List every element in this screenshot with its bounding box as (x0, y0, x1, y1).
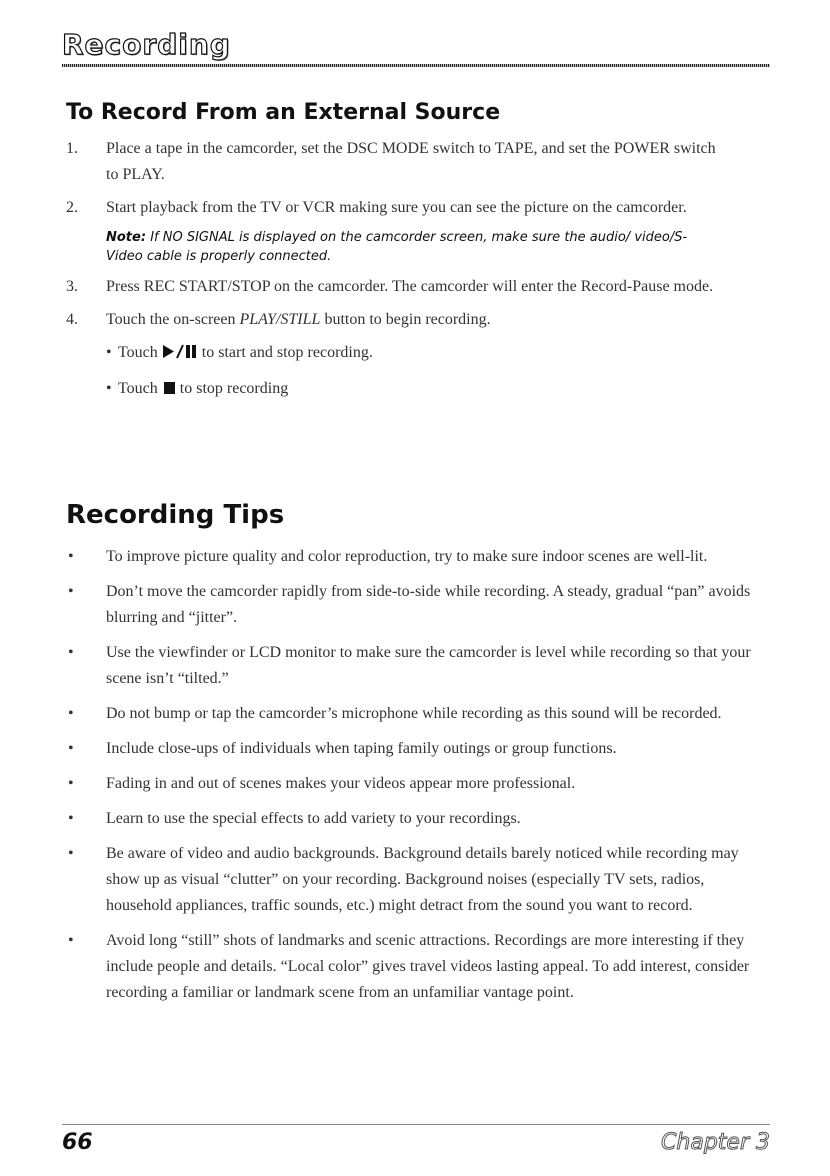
tip-item (0, 928, 758, 1006)
tip-item (0, 640, 758, 692)
tip-text: To improve picture quality and color reproduction, try to make sure indoor scenes are well-lit. (106, 548, 708, 565)
tip-item (0, 736, 758, 762)
sub-item-before: Touch (118, 344, 162, 361)
bullet: • (106, 344, 112, 361)
tip-text: Don’t move the camcorder rapidly from side-to-side while recording. A steady, gradual “pan” avoids blurring and “jitter”. (106, 583, 751, 626)
footer-rule (62, 1124, 770, 1125)
step-3 (0, 274, 716, 300)
step-4 (0, 307, 716, 333)
tip-item (0, 841, 758, 919)
bullet: • (68, 932, 74, 949)
step-text-after: button to begin recording. (320, 311, 491, 328)
section-title: Recording (62, 28, 231, 61)
step-number: 1. (66, 140, 78, 157)
recording-tips-heading: Recording Tips (66, 500, 285, 530)
sub-item-after: to stop recording (175, 380, 289, 397)
bullet: • (68, 583, 74, 600)
bullet: • (106, 380, 112, 397)
page-number: 66 (62, 1130, 93, 1155)
step-number: 4. (66, 311, 78, 328)
note (0, 228, 706, 266)
header-rule (62, 64, 770, 67)
stop-icon (162, 378, 176, 404)
tip-item (0, 579, 758, 631)
tip-text: Fading in and out of scenes makes your videos appear more professional. (106, 775, 576, 792)
chapter-label: Chapter 3 (661, 1130, 770, 1155)
tip-text: Do not bump or tap the camcorder’s microphone while recording as this sound will be recorded. (106, 705, 722, 722)
step-number: 3. (66, 278, 78, 295)
sub-item-play-pause (0, 340, 830, 368)
sub-item-stop (0, 376, 830, 404)
tip-item (0, 806, 758, 832)
bullet: • (68, 775, 74, 792)
tips-list (0, 544, 830, 1015)
tip-text: Be aware of video and audio backgrounds. Background details barely noticed while recording may show up as visual “clutter” on your recording. Background noises (especially TV sets, radios, household appliances, traffic sounds, etc.) might detract from the sound you want to record. (106, 845, 739, 914)
step-2 (0, 195, 716, 221)
step-text-before: Touch the on-screen (106, 311, 240, 328)
tip-text: Avoid long “still” shots of landmarks and scenic attractions. Recordings are more interesting if they include people and details. “Local color” gives travel videos lasting appeal. To add interest, consider recording a familiar or landmark scene from an unfamiliar vantage point. (106, 932, 750, 1001)
tip-text: Use the viewfinder or LCD monitor to make sure the camcorder is level while recording so that your scene isn’t “tilted.” (106, 644, 751, 687)
tip-item (0, 701, 758, 727)
tip-text: Learn to use the special effects to add variety to your recordings. (106, 810, 521, 827)
bullet: • (68, 548, 74, 565)
step-text: Press REC START/STOP on the camcorder. The camcorder will enter the Record-Pause mode. (106, 278, 714, 295)
tip-item (0, 771, 758, 797)
tip-text: Include close-ups of individuals when taping family outings or group functions. (106, 740, 617, 757)
play-pause-icon (162, 342, 198, 368)
bullet: • (68, 644, 74, 661)
bullet: • (68, 810, 74, 827)
note-label: Note: (106, 230, 147, 245)
step-text: Place a tape in the camcorder, set the DSC MODE switch to TAPE, and set the POWER switch to PLAY. (106, 140, 716, 183)
play-still-label: PLAY/STILL (239, 311, 321, 328)
step-1 (0, 136, 716, 188)
bullet: • (68, 845, 74, 862)
step-text: Start playback from the TV or VCR making sure you can see the picture on the camcorder. (106, 199, 687, 216)
bullet: • (68, 740, 74, 757)
section-header (62, 22, 770, 68)
bullet: • (68, 705, 74, 722)
step-number: 2. (66, 199, 78, 216)
external-source-heading: To Record From an External Source (66, 100, 501, 125)
sub-item-before: Touch (118, 380, 162, 397)
steps-list (0, 136, 830, 412)
tip-item (0, 544, 758, 570)
note-text: If NO SIGNAL is displayed on the camcorder screen, make sure the audio/ video/S-Video cable is properly connected. (106, 230, 688, 264)
sub-item-after: to start and stop recording. (197, 344, 373, 361)
